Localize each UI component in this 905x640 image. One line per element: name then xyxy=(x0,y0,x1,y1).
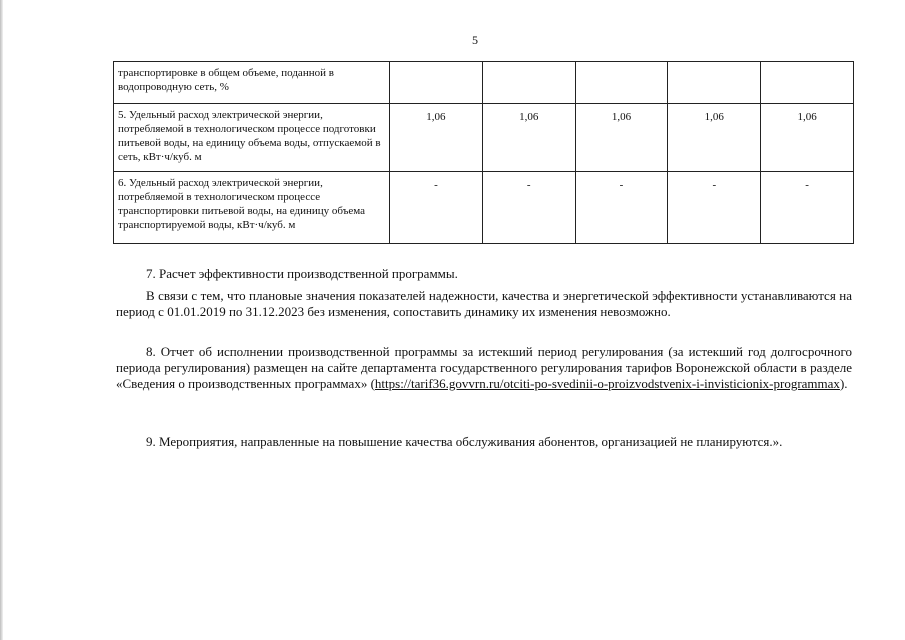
row-value xyxy=(575,62,668,104)
row-value: - xyxy=(761,172,854,244)
section-9-paragraph xyxy=(116,434,852,450)
row-label: 5. Удельный расход электрической энергии, потребляемой в технологическом процессе подготовки питьевой воды, на единицу объема воды, отпускаемой в сеть, кВт·ч/куб. м xyxy=(114,104,390,172)
section-8-tail: ). xyxy=(839,376,848,391)
section-7-text: В связи с тем, что плановые значения показателей надежности, качества и энергетической эффективности устанавливаются на период с 01.01.2019 по 31.12.2023 без изменения, сопоставить динамику их изменения невозможно. xyxy=(116,288,852,319)
table-row xyxy=(114,62,854,104)
section-7-heading xyxy=(116,266,852,282)
section-8-paragraph xyxy=(116,344,852,392)
row-value: - xyxy=(575,172,668,244)
section-7-heading-text: 7. Расчет эффективности производственной программы. xyxy=(146,266,458,281)
row-value xyxy=(761,62,854,104)
page-number: 5 xyxy=(472,33,478,47)
section-8-body: 8. Отчет об исполнении производственной программы за истекший период регулирования (за истекший год долгосрочного периода регулирования) размещен на сайте департамента государственного регулирования тарифов Воронежской области в разделе «Сведения о производственных программах» ( xyxy=(116,344,852,391)
row-value xyxy=(482,62,575,104)
table-row xyxy=(114,104,854,172)
row-value xyxy=(390,62,483,104)
row-value: - xyxy=(482,172,575,244)
section-8-text xyxy=(116,344,852,392)
row-value: 1,06 xyxy=(668,104,761,172)
section-7-paragraph xyxy=(116,288,852,320)
row-value: 1,06 xyxy=(761,104,854,172)
row-value: 1,06 xyxy=(390,104,483,172)
table-row xyxy=(114,172,854,244)
section-9-text: 9. Мероприятия, направленные на повышение качества обслуживания абонентов, организацией не планируются.». xyxy=(146,434,783,449)
indicators-table xyxy=(113,61,854,244)
row-value: 1,06 xyxy=(482,104,575,172)
tariff-report-link[interactable]: https://tarif36.govvrn.ru/otciti-po-svedinii-o-proizvodstvenix-i-invisticionix-programmax xyxy=(374,376,840,391)
row-value: - xyxy=(390,172,483,244)
row-value: 1,06 xyxy=(575,104,668,172)
row-value: - xyxy=(668,172,761,244)
row-value xyxy=(668,62,761,104)
scan-edge xyxy=(0,0,3,640)
row-label: транспортировке в общем объеме, поданной в водопроводную сеть, % xyxy=(114,62,390,104)
row-label: 6. Удельный расход электрической энергии, потребляемой в технологическом процессе транспортировки питьевой воды, на единицу объема транспортируемой воды, кВт·ч/куб. м xyxy=(114,172,390,244)
